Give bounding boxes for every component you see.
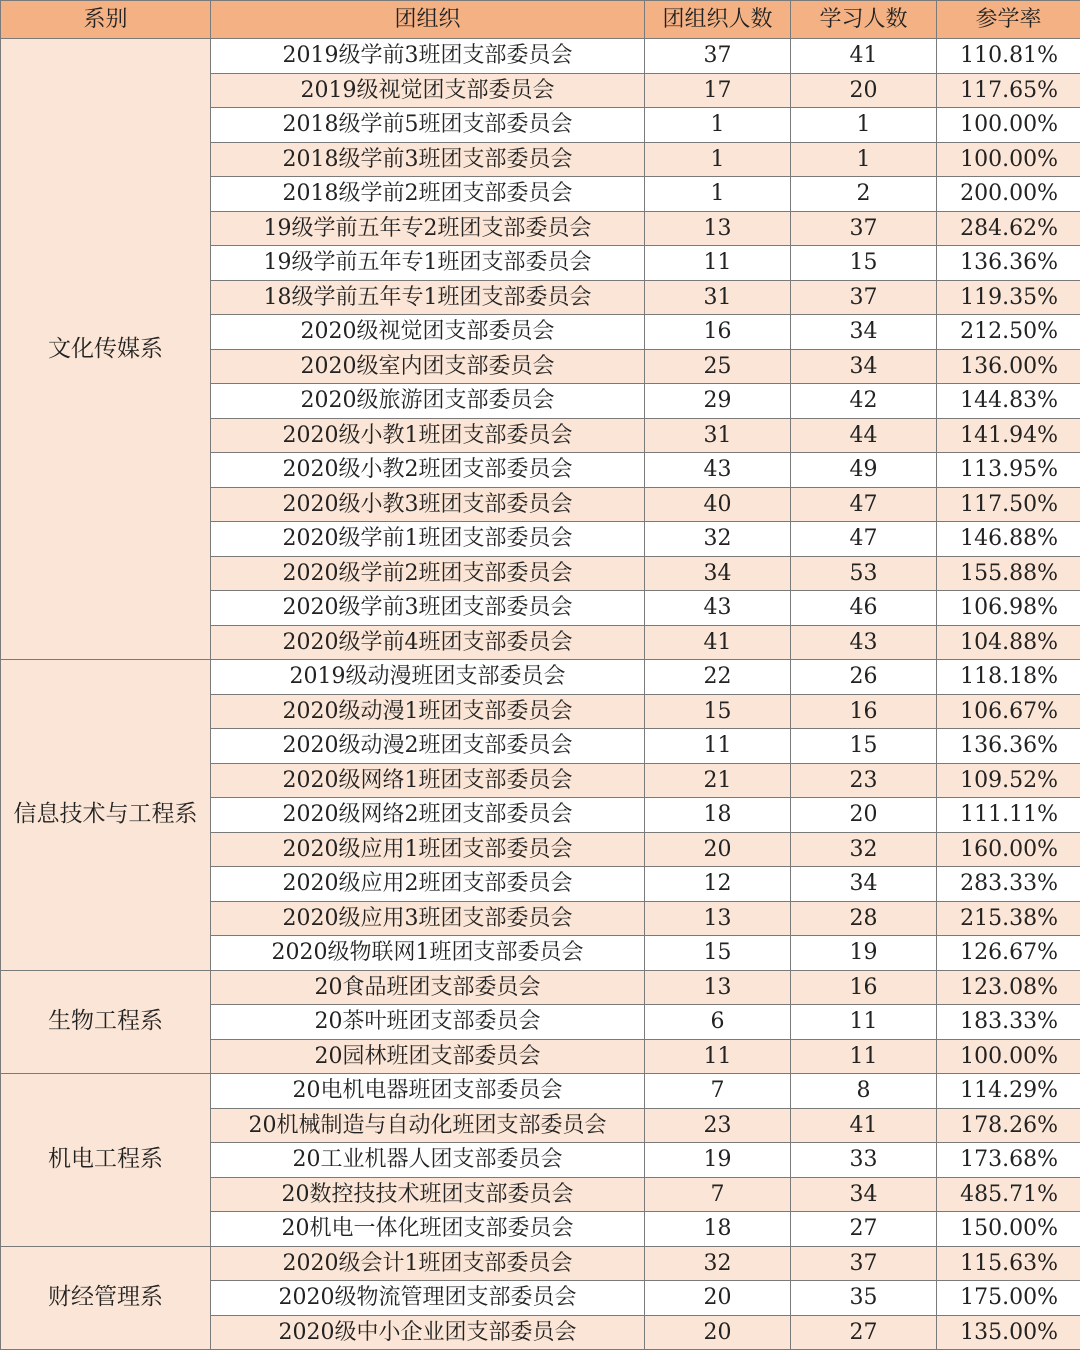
participation-rate-cell: 283.33% xyxy=(937,867,1080,902)
learner-count-cell: 53 xyxy=(791,556,937,591)
participation-rate-cell: 104.88% xyxy=(937,625,1080,660)
learner-count-cell: 42 xyxy=(791,384,937,419)
participation-rate-cell: 136.36% xyxy=(937,729,1080,764)
header-organization: 团组织 xyxy=(211,1,645,39)
member-count-cell: 20 xyxy=(645,1281,791,1316)
member-count-cell: 13 xyxy=(645,970,791,1005)
participation-rate-cell: 111.11% xyxy=(937,798,1080,833)
organization-cell: 18级学前五年专1班团支部委员会 xyxy=(211,280,645,315)
learner-count-cell: 26 xyxy=(791,660,937,695)
organization-cell: 2019级学前3班团支部委员会 xyxy=(211,39,645,74)
organization-cell: 2020级应用2班团支部委员会 xyxy=(211,867,645,902)
organization-cell: 20食品班团支部委员会 xyxy=(211,970,645,1005)
learner-count-cell: 2 xyxy=(791,177,937,212)
table-row xyxy=(1,660,1080,695)
member-count-cell: 18 xyxy=(645,798,791,833)
learner-count-cell: 41 xyxy=(791,39,937,74)
member-count-cell: 11 xyxy=(645,729,791,764)
learner-count-cell: 1 xyxy=(791,142,937,177)
participation-rate-cell: 126.67% xyxy=(937,936,1080,971)
member-count-cell: 40 xyxy=(645,487,791,522)
member-count-cell: 31 xyxy=(645,418,791,453)
participation-rate-cell: 173.68% xyxy=(937,1143,1080,1178)
learner-count-cell: 20 xyxy=(791,73,937,108)
member-count-cell: 43 xyxy=(645,453,791,488)
participation-rate-cell: 144.83% xyxy=(937,384,1080,419)
organization-cell: 2018级学前2班团支部委员会 xyxy=(211,177,645,212)
participation-rate-cell: 136.36% xyxy=(937,246,1080,281)
header-member-count: 团组织人数 xyxy=(645,1,791,39)
learner-count-cell: 15 xyxy=(791,729,937,764)
member-count-cell: 11 xyxy=(645,1039,791,1074)
participation-rate-cell: 100.00% xyxy=(937,1039,1080,1074)
learner-count-cell: 15 xyxy=(791,246,937,281)
table-body xyxy=(1,39,1080,1350)
member-count-cell: 15 xyxy=(645,936,791,971)
participation-rate-cell: 100.00% xyxy=(937,108,1080,143)
member-count-cell: 37 xyxy=(645,39,791,74)
participation-rate-cell: 117.50% xyxy=(937,487,1080,522)
learner-count-cell: 8 xyxy=(791,1074,937,1109)
member-count-cell: 32 xyxy=(645,1246,791,1281)
table-header-row xyxy=(1,1,1080,39)
department-cell: 文化传媒系 xyxy=(1,39,211,660)
member-count-cell: 1 xyxy=(645,177,791,212)
member-count-cell: 41 xyxy=(645,625,791,660)
participation-rate-cell: 200.00% xyxy=(937,177,1080,212)
learner-count-cell: 16 xyxy=(791,694,937,729)
organization-cell: 20数控技技术班团支部委员会 xyxy=(211,1177,645,1212)
organization-cell: 19级学前五年专1班团支部委员会 xyxy=(211,246,645,281)
participation-rate-cell: 109.52% xyxy=(937,763,1080,798)
organization-cell: 2018级学前5班团支部委员会 xyxy=(211,108,645,143)
member-count-cell: 23 xyxy=(645,1108,791,1143)
department-cell: 生物工程系 xyxy=(1,970,211,1074)
organization-cell: 20园林班团支部委员会 xyxy=(211,1039,645,1074)
learner-count-cell: 23 xyxy=(791,763,937,798)
participation-rate-cell: 141.94% xyxy=(937,418,1080,453)
organization-cell: 2020级网络2班团支部委员会 xyxy=(211,798,645,833)
member-count-cell: 13 xyxy=(645,211,791,246)
learner-count-cell: 47 xyxy=(791,487,937,522)
member-count-cell: 12 xyxy=(645,867,791,902)
organization-cell: 2020级旅游团支部委员会 xyxy=(211,384,645,419)
organization-cell: 2020级室内团支部委员会 xyxy=(211,349,645,384)
organization-cell: 2020级物流管理团支部委员会 xyxy=(211,1281,645,1316)
learner-count-cell: 32 xyxy=(791,832,937,867)
learner-count-cell: 1 xyxy=(791,108,937,143)
member-count-cell: 13 xyxy=(645,901,791,936)
member-count-cell: 20 xyxy=(645,832,791,867)
participation-rate-cell: 183.33% xyxy=(937,1005,1080,1040)
participation-rate-cell: 212.50% xyxy=(937,315,1080,350)
member-count-cell: 19 xyxy=(645,1143,791,1178)
organization-cell: 2020级会计1班团支部委员会 xyxy=(211,1246,645,1281)
learner-count-cell: 47 xyxy=(791,522,937,557)
member-count-cell: 31 xyxy=(645,280,791,315)
organization-cell: 20电机电器班团支部委员会 xyxy=(211,1074,645,1109)
participation-rate-cell: 118.18% xyxy=(937,660,1080,695)
header-department: 系别 xyxy=(1,1,211,39)
participation-rate-cell: 119.35% xyxy=(937,280,1080,315)
organization-cell: 2020级应用1班团支部委员会 xyxy=(211,832,645,867)
organization-cell: 2019级动漫班团支部委员会 xyxy=(211,660,645,695)
member-count-cell: 16 xyxy=(645,315,791,350)
member-count-cell: 20 xyxy=(645,1315,791,1350)
member-count-cell: 15 xyxy=(645,694,791,729)
participation-rate-cell: 100.00% xyxy=(937,142,1080,177)
member-count-cell: 29 xyxy=(645,384,791,419)
organization-cell: 2020级视觉团支部委员会 xyxy=(211,315,645,350)
learner-count-cell: 43 xyxy=(791,625,937,660)
participation-rate-cell: 135.00% xyxy=(937,1315,1080,1350)
member-count-cell: 25 xyxy=(645,349,791,384)
department-cell: 机电工程系 xyxy=(1,1074,211,1247)
organization-cell: 20工业机器人团支部委员会 xyxy=(211,1143,645,1178)
member-count-cell: 1 xyxy=(645,108,791,143)
department-cell: 信息技术与工程系 xyxy=(1,660,211,971)
organization-cell: 2019级视觉团支部委员会 xyxy=(211,73,645,108)
header-learner-count: 学习人数 xyxy=(791,1,937,39)
learner-count-cell: 19 xyxy=(791,936,937,971)
learner-count-cell: 34 xyxy=(791,349,937,384)
member-count-cell: 22 xyxy=(645,660,791,695)
participation-rate-cell: 215.38% xyxy=(937,901,1080,936)
header-participation-rate: 参学率 xyxy=(937,1,1080,39)
learner-count-cell: 33 xyxy=(791,1143,937,1178)
member-count-cell: 1 xyxy=(645,142,791,177)
participation-rate-cell: 155.88% xyxy=(937,556,1080,591)
table-row xyxy=(1,39,1080,74)
learner-count-cell: 20 xyxy=(791,798,937,833)
organization-cell: 2020级网络1班团支部委员会 xyxy=(211,763,645,798)
organization-cell: 20机电一体化班团支部委员会 xyxy=(211,1212,645,1247)
learner-count-cell: 11 xyxy=(791,1039,937,1074)
learner-count-cell: 34 xyxy=(791,1177,937,1212)
learner-count-cell: 49 xyxy=(791,453,937,488)
member-count-cell: 17 xyxy=(645,73,791,108)
member-count-cell: 21 xyxy=(645,763,791,798)
organization-cell: 20机械制造与自动化班团支部委员会 xyxy=(211,1108,645,1143)
learner-count-cell: 37 xyxy=(791,1246,937,1281)
member-count-cell: 32 xyxy=(645,522,791,557)
participation-rate-cell: 146.88% xyxy=(937,522,1080,557)
organization-cell: 2020级学前4班团支部委员会 xyxy=(211,625,645,660)
member-count-cell: 43 xyxy=(645,591,791,626)
learner-count-cell: 28 xyxy=(791,901,937,936)
organization-cell: 2020级应用3班团支部委员会 xyxy=(211,901,645,936)
participation-rate-cell: 160.00% xyxy=(937,832,1080,867)
participation-rate-cell: 113.95% xyxy=(937,453,1080,488)
organization-cell: 2020级小教1班团支部委员会 xyxy=(211,418,645,453)
member-count-cell: 34 xyxy=(645,556,791,591)
participation-rate-cell: 284.62% xyxy=(937,211,1080,246)
member-count-cell: 7 xyxy=(645,1177,791,1212)
learner-count-cell: 44 xyxy=(791,418,937,453)
organization-cell: 2020级学前2班团支部委员会 xyxy=(211,556,645,591)
learner-count-cell: 27 xyxy=(791,1315,937,1350)
learner-count-cell: 34 xyxy=(791,867,937,902)
participation-rate-cell: 117.65% xyxy=(937,73,1080,108)
learner-count-cell: 41 xyxy=(791,1108,937,1143)
learner-count-cell: 16 xyxy=(791,970,937,1005)
member-count-cell: 7 xyxy=(645,1074,791,1109)
organization-cell: 2020级动漫2班团支部委员会 xyxy=(211,729,645,764)
participation-rate-cell: 485.71% xyxy=(937,1177,1080,1212)
learner-count-cell: 37 xyxy=(791,280,937,315)
participation-rate-cell: 114.29% xyxy=(937,1074,1080,1109)
organization-cell: 2020级学前1班团支部委员会 xyxy=(211,522,645,557)
department-cell: 财经管理系 xyxy=(1,1246,211,1350)
organization-cell: 2020级中小企业团支部委员会 xyxy=(211,1315,645,1350)
learner-count-cell: 37 xyxy=(791,211,937,246)
member-count-cell: 11 xyxy=(645,246,791,281)
participation-rate-cell: 115.63% xyxy=(937,1246,1080,1281)
organization-cell: 2020级小教2班团支部委员会 xyxy=(211,453,645,488)
learner-count-cell: 46 xyxy=(791,591,937,626)
participation-rate-cell: 110.81% xyxy=(937,39,1080,74)
learner-count-cell: 27 xyxy=(791,1212,937,1247)
organization-cell: 2020级学前3班团支部委员会 xyxy=(211,591,645,626)
learner-count-cell: 11 xyxy=(791,1005,937,1040)
participation-rate-cell: 123.08% xyxy=(937,970,1080,1005)
member-count-cell: 6 xyxy=(645,1005,791,1040)
member-count-cell: 18 xyxy=(645,1212,791,1247)
participation-rate-cell: 136.00% xyxy=(937,349,1080,384)
learner-count-cell: 34 xyxy=(791,315,937,350)
learner-count-cell: 35 xyxy=(791,1281,937,1316)
participation-rate-cell: 150.00% xyxy=(937,1212,1080,1247)
organization-cell: 2020级小教3班团支部委员会 xyxy=(211,487,645,522)
participation-rate-cell: 178.26% xyxy=(937,1108,1080,1143)
organization-cell: 2020级动漫1班团支部委员会 xyxy=(211,694,645,729)
organization-cell: 2020级物联网1班团支部委员会 xyxy=(211,936,645,971)
participation-rate-cell: 106.98% xyxy=(937,591,1080,626)
organization-cell: 19级学前五年专2班团支部委员会 xyxy=(211,211,645,246)
table-row xyxy=(1,1246,1080,1281)
participation-rate-cell: 175.00% xyxy=(937,1281,1080,1316)
participation-rate-cell: 106.67% xyxy=(937,694,1080,729)
organization-cell: 2018级学前3班团支部委员会 xyxy=(211,142,645,177)
table-row xyxy=(1,1074,1080,1109)
table-row xyxy=(1,970,1080,1005)
organization-cell: 20茶叶班团支部委员会 xyxy=(211,1005,645,1040)
